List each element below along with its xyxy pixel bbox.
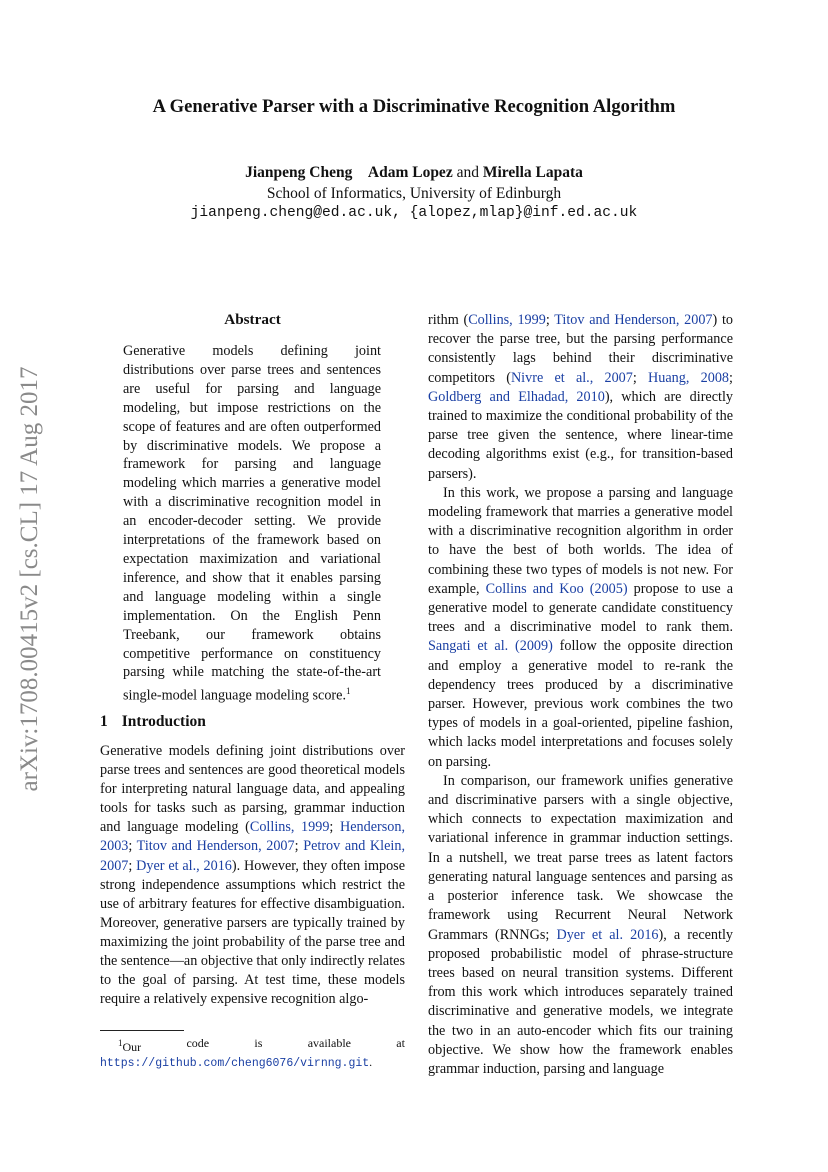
body-text: propose to use a generative model to generate candidate constituency trees and a discriminative model to rank them. (428, 580, 733, 636)
citation-link[interactable]: Dyer et al. 2016 (556, 926, 659, 943)
citation-link[interactable]: Petrov and Klein, 2007 (100, 838, 406, 874)
code-url-link[interactable]: https://github.com/cheng6076/virnng.git (100, 1057, 370, 1070)
intro-right-column (428, 311, 733, 1079)
footnote-lead (118, 1036, 141, 1055)
body-text: In comparison, our framework unifies generative and discriminative parsers with a single objective, which connects to expectation maximization and variational inference in grammar induction settings. In a nutshell, we treat parse trees as latent factors generating natural language sentences and parsing as a posterior inference task. We showcase the framework using Recurrent Neural Network Grammars (RNNGs; (428, 772, 733, 943)
footnote-word: is (254, 1036, 263, 1050)
footnote-word: available (307, 1036, 351, 1050)
citation-link[interactable]: Sangati et al. (2009) (428, 638, 553, 655)
footnote-marker[interactable]: 1 (346, 686, 351, 697)
citation-link[interactable]: Huang, 2008 (648, 369, 730, 386)
footnote (100, 1036, 405, 1071)
author-name: Adam Lopez (367, 164, 453, 181)
section-title: Introduction (121, 713, 206, 730)
footnote-period: . (369, 1055, 373, 1069)
body-text: ). However, they often impose strong independence assumptions which restrict the use of arbitrary features for effective disambiguation. Moreover, generative parsers are typically trained by maximizing the joint probability of the parse tree and the sentence—an objective that only indirectly relates to the goal of parsing. At test time, these models require a relatively expensive recognition algo- (100, 857, 405, 1008)
footnote-mark: 1 (118, 1038, 123, 1048)
citation-link[interactable]: Nivre et al., 2007 (510, 369, 633, 386)
citation-link[interactable]: Dyer et al., 2016 (136, 857, 232, 874)
paper-title: A Generative Parser with a Discriminative Recognition Algorithm (152, 96, 676, 117)
abstract-body (123, 342, 381, 706)
footnote-rule (100, 1030, 184, 1031)
author-list (0, 164, 828, 182)
citation-link[interactable]: Collins and Koo (2005) (485, 580, 628, 597)
affiliation: School of Informatics, University of Edinburgh (266, 185, 562, 202)
citation-link[interactable]: Goldberg and Elhadad, 2010 (428, 388, 605, 405)
body-text: ), which are directly trained to maximize the conditional probability of the parse tree given the sentence, where linear-time decoding algorithms exist (e.g., for transition-based parsers). (428, 388, 733, 482)
footnote-word: at (396, 1036, 405, 1050)
paragraph (428, 484, 733, 772)
author-name: Mirella Lapata (482, 164, 583, 181)
footnote-line (100, 1036, 405, 1055)
body-text: Generative models defining joint distributions over parse trees and sentences are good theoretical models for interpreting natural language data, and appealing tools for tasks such as parsing, grammar induction and language modeling ( (100, 743, 405, 836)
author-conjunction: and (456, 164, 479, 181)
body-text: ), a recently proposed probabilistic model of phrase-structure trees based on neural transition systems. Different from this work which introduces separately trained discriminative and generative models, we integrate the two in an auto-encoder which fits our training objective. We show how the framework enables grammar induction, parsing and language (428, 926, 733, 1077)
footnote-url-line (100, 1055, 405, 1071)
abstract-text: Generative models defining joint distributions over parse trees and sentences are useful for parsing and language modeling, but impose restrictions on the scope of features and are often outperformed by discriminative models. We propose a framework for parsing and language modeling which marries a generative model with a discriminative recognition model in an encoder-decoder setting. We provide interpretations of the framework based on expectation maximization and variational inference, and show that it enables parsing and language modeling within a single implementation. On the English Penn Treebank, our framework obtains competitive performance on constituency parsing while matching the state-of-the-art single-model language modeling score. (123, 343, 381, 705)
body-text: follow the opposite direction and employ a generative model to re-rank the dependency trees produced by a discriminative parser. However, previous work combines the two types of models in a goal-oriented, pipeline fashion, which lacks model interpretations and focuses solely on parsing. (428, 638, 733, 770)
body-text: rithm ( (428, 312, 469, 328)
body-text: In this work, we propose a parsing and language modeling framework that marries a generative model with a discriminative recognition algorithm in order to have the best of both worlds. The idea of combining these two types of models is not new. For example, (428, 484, 733, 597)
section-heading (100, 713, 220, 731)
paragraph: rithm (Collins, 1999; Titov and Henderson, 2007) to recover the parse tree, but the parsing performance consistently lags behind their discriminative competitors (Nivre et al., 2007; Huang, 2008; Goldberg and Elhadad, 2010), which are directly trained to maximize the conditional probability of the parse tree given the sentence, where linear-time decoding algorithms exist (e.g., for transition-based parsers). (428, 312, 733, 482)
citation-link[interactable]: Titov and Henderson, 2007 (136, 838, 295, 855)
body-text: ) to recover the parse tree, but the parsing performance consistently lags behind their discriminative competitors ( (428, 312, 733, 386)
footnote-word: Our (122, 1040, 142, 1054)
citation-link[interactable]: Henderson, 2003 (100, 819, 405, 855)
author-name: Jianpeng Cheng (245, 164, 353, 181)
citation-link[interactable]: Collins, 1999 (249, 819, 330, 836)
author-emails: jianpeng.cheng@ed.ac.uk, {alopez,mlap}@inf.ed.ac.uk (190, 205, 638, 221)
footnote-word: code (186, 1036, 210, 1050)
paragraph (428, 772, 733, 1079)
intro-left-paragraph: Generative models defining joint distributions over parse trees and sentences are good theoretical models for interpreting natural language data, and appealing tools for tasks such as parsing, grammar induction and language modeling (Collins, 1999; Henderson, 2003; Titov and Henderson, 2007; Petrov and Klein, 2007; Dyer et al., 2016). However, they often impose strong independence assumptions which restrict the use of arbitrary features for effective disambiguation. Moreover, generative parsers are typically trained by maximizing the joint probability of the parse tree and the sentence—an objective that only indirectly relates to the goal of parsing. At test time, these models require a relatively expensive recognition algo- (100, 743, 406, 1008)
abstract-heading: Abstract (224, 311, 281, 328)
citation-link[interactable]: Collins, 1999 (468, 312, 546, 328)
section-number: 1 (100, 713, 108, 730)
arxiv-stamp (18, 326, 42, 831)
arxiv-stamp-text: arXiv:1708.00415v2 [cs.CL] 17 Aug 2017 (16, 366, 43, 791)
citation-link[interactable]: Titov and Henderson, 2007 (554, 312, 713, 328)
